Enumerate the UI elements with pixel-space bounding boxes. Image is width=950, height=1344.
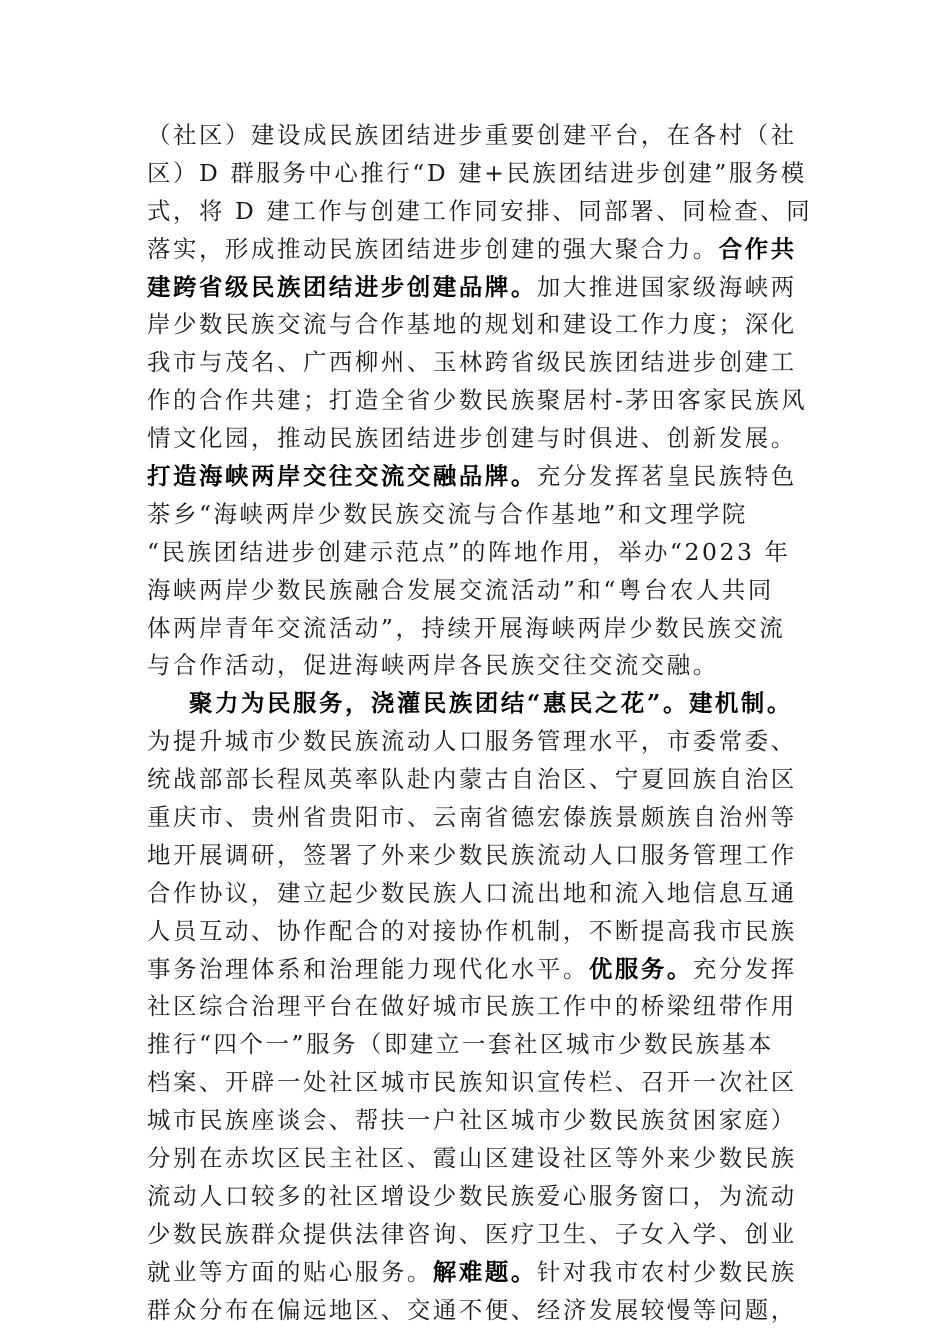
text-line	[147, 913, 810, 951]
body-text-run: 海峡两岸少数民族融合发展交流活动”和“粤台农人共同	[147, 575, 774, 604]
text-line	[147, 306, 810, 344]
text-line	[147, 155, 810, 193]
text-line	[147, 231, 810, 269]
bold-heading-text: 打造海峡两岸交往交流交融品牌。	[147, 462, 537, 491]
body-text-run: 重庆市、贵州省贵阳市、云南省德宏傣族景颇族自治州等	[147, 803, 797, 832]
body-text-run: 地开展调研，签署了外来少数民族流动人口服务管理工作	[147, 840, 797, 869]
text-line	[147, 1064, 810, 1102]
body-text-run: 区）D 群服务中心推行“D 建+民族团结进步创建”服务模	[147, 158, 807, 187]
text-line	[147, 1178, 810, 1216]
body-text-run: 社区综合治理平台在做好城市民族工作中的桥梁纽带作用	[147, 992, 797, 1021]
text-line	[147, 988, 810, 1026]
text-line	[147, 647, 810, 685]
text-line	[147, 1102, 810, 1140]
text-line	[147, 458, 810, 496]
body-text-run: 群众分布在偏远地区、交通不便、经济发展较慢等问题，	[147, 1295, 797, 1324]
text-line	[147, 610, 810, 648]
bold-heading-text: 合作共	[718, 234, 797, 263]
text-line	[147, 723, 810, 761]
bold-heading-text: 解难题。	[432, 1257, 537, 1286]
text-line	[147, 572, 810, 610]
body-text-run: 与合作活动，促进海峡两岸各民族交往交流交融。	[147, 651, 719, 680]
text-line	[147, 837, 810, 875]
text-line	[147, 269, 810, 307]
text-line	[147, 1026, 810, 1064]
bold-heading-text: 建跨省级民族团结进步创建品牌。	[147, 272, 537, 301]
body-text-run: 茶乡“海峡两岸少数民族交流与合作基地”和文理学院	[147, 499, 748, 528]
text-line	[147, 193, 813, 231]
body-text-run: 少数民族群众提供法律咨询、医疗卫生、子女入学、创业	[147, 1219, 797, 1248]
text-line	[147, 685, 810, 723]
text-line	[147, 117, 810, 155]
bold-heading-text: 聚力为民服务，浇灌民族团结“惠民之花”。建机制。	[189, 689, 793, 718]
text-line	[147, 1292, 810, 1330]
body-text-run: 推行“四个一”服务（即建立一套社区城市少数民族基本	[147, 1030, 774, 1059]
text-line	[147, 420, 810, 458]
body-text-run: 流动人口较多的社区增设少数民族爱心服务窗口，为流动	[147, 1181, 797, 1210]
body-text-run: 充分发挥茗皇民族特色	[536, 462, 797, 491]
body-text-run: 事务治理体系和治理能力现代化水平。	[147, 954, 589, 983]
text-line	[147, 534, 810, 572]
body-text-run: 分别在赤坎区民主社区、霞山区建设社区等外来少数民族	[147, 1144, 797, 1173]
body-text-run: 体两岸青年交流活动”，持续开展海峡两岸少数民族交流	[147, 613, 786, 642]
body-text-run: 合作协议，建立起少数民族人口流出地和流入地信息互通	[147, 878, 797, 907]
text-line	[147, 875, 810, 913]
body-text-run: 城市民族座谈会、帮扶一户社区城市少数民族贫困家庭）	[147, 1106, 797, 1135]
text-line	[147, 382, 810, 420]
body-text-run: 统战部部长程凤英率队赴内蒙古自治区、宁夏回族自治区	[147, 765, 797, 794]
body-text-run: 为提升城市少数民族流动人口服务管理水平，市委常委、	[147, 727, 797, 756]
text-line	[147, 1140, 810, 1178]
body-text-run: 人员互动、协作配合的对接协作机制，不断提高我市民族	[147, 916, 797, 945]
text-line	[147, 496, 810, 534]
body-text-run: 落实，形成推动民族团结进步创建的强大聚合力。	[147, 234, 719, 263]
body-text	[147, 117, 813, 1330]
body-text-run: 针对我市农村少数民族	[536, 1257, 797, 1286]
body-text-run: 加大推进国家级海峡两	[536, 272, 797, 301]
body-text-run: 作的合作共建；打造全省少数民族聚居村-茅田客家民族风	[147, 386, 808, 415]
body-text-run: （社区）建设成民族团结进步重要创建平台，在各村（社	[147, 121, 797, 149]
bold-heading-text: 优服务。	[588, 954, 693, 983]
body-text-run: “民族团结进步创建示范点”的阵地作用，举办“2023 年	[147, 537, 791, 566]
body-text-run: 就业等方面的贴心服务。	[147, 1257, 433, 1286]
text-line	[147, 799, 810, 837]
body-text-run: 岸少数民族交流与合作基地的规划和建设工作力度；深化	[147, 310, 797, 339]
text-line	[147, 344, 810, 382]
body-text-run: 情文化园，推动民族团结进步创建与时俱进、创新发展。	[147, 424, 797, 453]
body-text-run: 档案、开辟一处社区城市民族知识宣传栏、召开一次社区	[147, 1068, 797, 1097]
body-text-run: 式，将 D 建工作与创建工作同安排、同部署、同检查、同	[147, 196, 813, 225]
text-line	[147, 761, 810, 799]
body-text-run: 我市与茂名、广西柳州、玉林跨省级民族团结进步创建工	[147, 348, 797, 377]
text-line	[147, 1216, 810, 1254]
text-line	[147, 951, 810, 989]
body-text-run: 充分发挥	[692, 954, 797, 983]
text-line	[147, 1254, 810, 1292]
